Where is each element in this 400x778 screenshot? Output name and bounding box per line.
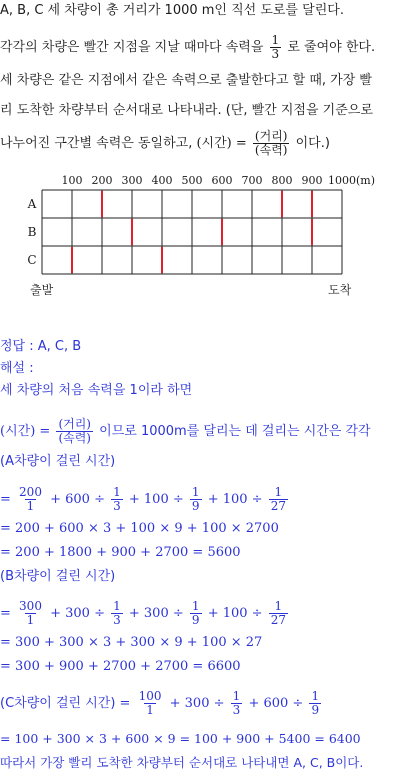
problem-line-2-tail: 로 줄여야 한다. [287, 40, 376, 55]
car-a-frac-3: $\frac{1}{9}$ [191, 485, 200, 513]
car-row-labels [27, 197, 37, 267]
solution-formula-tail: 이므로 1000m를 달리는 데 걸리는 시간은 각각 [99, 424, 371, 439]
tick-label-700: 700 [241, 174, 263, 187]
car-b-frac-1: $\frac{300}{1}$ [19, 599, 42, 627]
car-c-frac-3: $\frac{1}{9}$ [311, 689, 320, 717]
start-label: 출발 [30, 283, 54, 297]
car-c-expression: (C차량이 걸린 시간) = $\frac{100}{1}$ + 300 ÷ $\frac{1}{3}$ + 600 ÷ $\frac{1}{9}$ [0, 689, 320, 717]
row-label-A: A [27, 197, 37, 211]
solution-intro: 세 차량의 처음 속력을 1이라 하면 [0, 383, 193, 398]
tick-label-800: 800 [271, 174, 293, 187]
car-c-frac-1: $\frac{100}{1}$ [138, 689, 162, 717]
row-label-B: B [27, 225, 37, 239]
car-b-expression: = $\frac{300}{1}$ + 300 ÷ $\frac{1}{3}$ + 300 ÷ $\frac{1}{9}$ + 100 ÷ $\frac{1}{27}$ [0, 599, 286, 627]
car-a-expression: = $\frac{200}{1}$ + 600 ÷ $\frac{1}{3}$ + 100 ÷ $\frac{1}{9}$ + 100 ÷ $\frac{1}{27}$ [0, 485, 286, 513]
time-formula-lhs: (시간) = [196, 136, 247, 151]
car-c-header: (C차량이 걸린 시간) [0, 696, 116, 711]
car-c-line-2: = 100 + 300 × 3 + 600 × 9 = 100 + 900 + 5400 = 6400 [0, 731, 361, 746]
distance-tick-labels [62, 174, 376, 187]
car-a-frac-4: $\frac{1}{27}$ [270, 485, 286, 513]
problem-line-1: A, B, C 세 차량이 총 거리가 1000 m인 직선 도로를 달린다. [0, 3, 344, 18]
tick-label-900: 900 [301, 174, 323, 187]
row-label-C: C [27, 253, 37, 267]
solution-formula-lhs: (시간) = [0, 424, 51, 439]
problem-line-2 [0, 34, 400, 61]
car-a-header: (A차량이 걸린 시간) [0, 454, 116, 469]
car-b-line-3: = 300 + 900 + 2700 + 2700 = 6600 [0, 659, 241, 674]
one-third-fraction: $\frac{1}{3}$ [271, 33, 280, 61]
tick-label-200: 200 [91, 174, 113, 187]
road-grid [42, 190, 342, 274]
problem-line-5-tail: 이다.) [295, 136, 330, 151]
problem-line-5 [0, 130, 400, 157]
car-b-line-2: = 300 + 300 × 3 + 300 × 9 + 100 × 27 [0, 635, 263, 650]
car-b-header: (B차량이 걸린 시간) [0, 569, 116, 584]
car-a-frac-1: $\frac{200}{1}$ [19, 485, 42, 513]
tick-label-600: 600 [211, 174, 233, 187]
tick-label-1000: 1000 [328, 174, 356, 187]
problem-line-4: 리 도착한 차량부터 순서대로 나타내라. (단, 빨간 지점을 기준으로 [0, 103, 373, 118]
tick-label-500: 500 [181, 174, 203, 187]
tick-label-100: 100 [61, 174, 83, 187]
answer-line: 정답 : A, C, B [0, 339, 82, 354]
unit-label: (m) [356, 174, 376, 187]
car-b-frac-2: $\frac{1}{3}$ [113, 599, 121, 627]
problem-line-5-text: 나누어진 구간별 속력은 동일하고, [0, 136, 193, 151]
solution-distance-over-speed: $\frac{\text{(거리)}}{\text{(속력)}}$ [58, 417, 91, 445]
car-a-line-3: = 200 + 1800 + 900 + 2700 = 5600 [0, 545, 241, 560]
conclusion-line: 따라서 가장 빨리 도착한 차량부터 순서대로 나타내면 A, C, B이다. [0, 755, 364, 770]
car-a-line-2: = 200 + 600 × 3 + 100 × 9 + 100 × 2700 [0, 521, 279, 536]
distance-over-speed-fraction: $\frac{\text{(거리)}}{\text{(속력)}}$ [254, 129, 288, 157]
road-diagram [0, 168, 400, 298]
problem-line-3: 세 차량은 같은 지점에서 같은 속력으로 출발한다고 할 때, 가장 빨 [0, 73, 372, 88]
explanation-label: 해설 : [0, 361, 34, 376]
car-b-frac-3: $\frac{1}{9}$ [191, 599, 200, 627]
car-b-frac-4: $\frac{1}{27}$ [270, 599, 286, 627]
tick-label-400: 400 [151, 174, 173, 187]
car-a-frac-2: $\frac{1}{3}$ [113, 485, 121, 513]
car-c-frac-2: $\frac{1}{3}$ [232, 689, 241, 717]
tick-label-300: 300 [121, 174, 143, 187]
solution-formula-line [0, 418, 400, 445]
problem-line-2-text: 각각의 차량은 빨간 지점을 지날 때마다 속력을 [0, 40, 264, 55]
end-label: 도착 [328, 283, 352, 297]
